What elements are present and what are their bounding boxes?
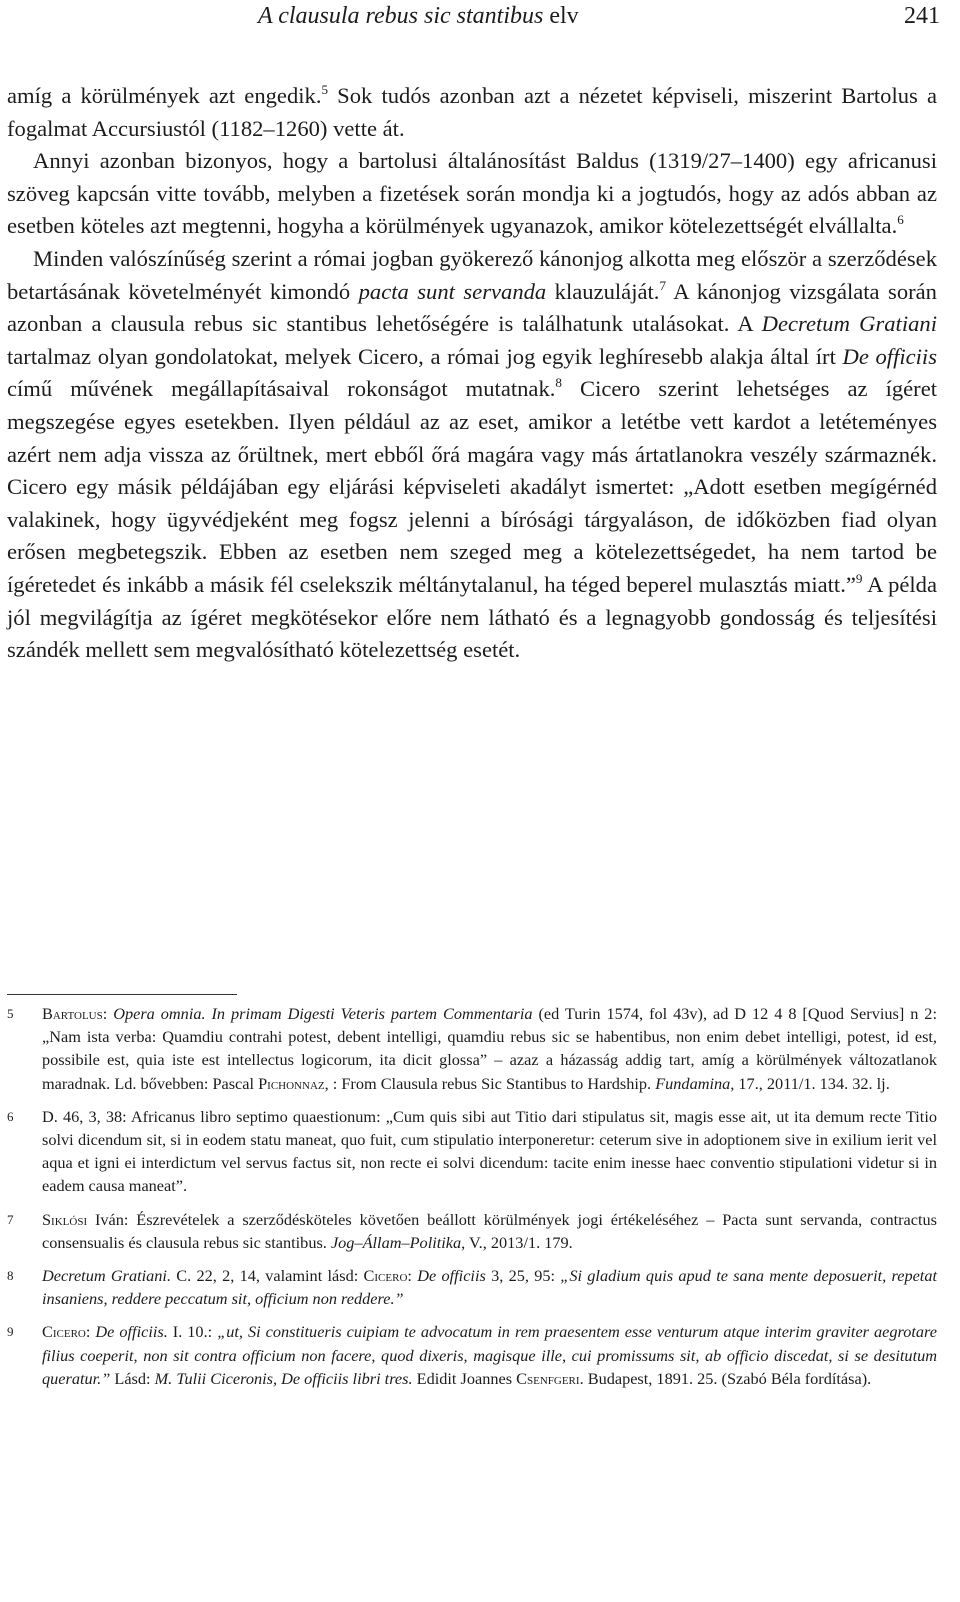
main-text — [7, 80, 937, 667]
p3-italic-decretum: Decretum Gratiani — [761, 311, 937, 337]
fn5-author2: Pichonnaz — [258, 1073, 325, 1093]
p3-text-g: A példa jól megvilágítja az ígéret megkötésekor előre nem látható és a legnagyobb gondosság és teljesítési szándék mellett sem megvalósítható kötelezettség esetét. — [7, 571, 937, 663]
footnote-separator — [7, 994, 237, 995]
footnote-number: 9 — [7, 1324, 14, 1340]
fn9-work: De officiis. — [95, 1322, 168, 1342]
footnote-number: 7 — [7, 1211, 14, 1227]
footnote-ref-7[interactable]: 7 — [659, 277, 666, 293]
fn8-text: C. 22, 2, 14, valamint lásd: — [171, 1266, 364, 1286]
fn9-book: M. Tulii Ciceronis, De officiis libri tres. — [154, 1368, 413, 1388]
footnote-ref-8[interactable]: 8 — [555, 375, 562, 391]
p3-text-e: című művének megállapításaival rokonságot mutatnak. — [7, 376, 556, 402]
fn9-editor: Csenfgeri — [516, 1368, 580, 1388]
fn5-author: Bartolus — [42, 1004, 103, 1023]
footnote-ref-9[interactable]: 9 — [855, 570, 863, 586]
running-title-suffix: elv — [543, 3, 579, 29]
paragraph-2 — [7, 145, 937, 243]
paragraph-1 — [7, 80, 937, 145]
p3-italic-pacta: pacta sunt servanda — [358, 278, 547, 304]
running-title-italic: A clausula rebus sic stantibus — [258, 3, 544, 29]
fn7-author: Siklósi — [42, 1209, 88, 1229]
fn5-text2: , : From Clausula rebus Sic Stantibus to Hardship. — [324, 1073, 656, 1093]
fn8-text2: 3, 25, 95: — [485, 1266, 561, 1286]
fn7-text: Iván: Észrevételek a szerződésköteles követően beállott körülmények jogi értékeléséhez – Pacta sunt servanda, contractus consensualis és clausula rebus sic stantibus. — [42, 1209, 937, 1252]
footnote-7 — [0, 1208, 937, 1254]
p1-text-a: amíg a körülmények azt engedik. — [7, 83, 322, 108]
p3-text-a: Minden valószínűség szerint a római jogban gyökerező kánonjog alkotta meg először a szerződések betartásának követelményét kimondó — [7, 245, 937, 304]
footnote-6 — [0, 1105, 937, 1198]
footnotes — [0, 1002, 937, 1400]
fn8-quote: „Si gladium quis apud te sana mente deposuerit, repetat insaniens, reddere peccatum sit, officium non reddere.” — [42, 1266, 937, 1309]
fn8-author: Cicero — [363, 1266, 408, 1286]
fn5-journal: Fundamina, — [655, 1073, 735, 1093]
fn6-text: D. 46, 3, 38: Africanus libro septimo quaestionum: „Cum quis sibi aut Titio dari stipulatus sit, magis esse ait, ut ita demum recte Titio solvi dicendum sit, si in eodem statu maneat, quo fuit, cum stipulatio interponeretur: ceterum sive in adoptionem sive in exilium ierit vel aqua et igni ei interdictum vel servus factus sit, non recte ei solvi dicendum: tacite enim inesse haec conventio stipulationi videtur si in eadem causa maneat”. — [42, 1106, 937, 1196]
footnote-ref-6[interactable]: 6 — [897, 212, 904, 228]
fn9-colon: : — [85, 1322, 96, 1342]
fn9-quote: „ut, Si constitueris cuipiam te advocatum in rem praesentem esse venturum atque interim graviter aegrotare filius coeperit, non sit contra officium non facere, quod dixeris, magisque ille, cui promissums sit, ab officio discedat, si se desitutum queratur.” — [42, 1322, 938, 1388]
paragraph-3 — [7, 243, 937, 667]
fn9-author: Cicero — [42, 1322, 86, 1342]
footnote-number: 8 — [7, 1268, 14, 1284]
page-number: 241 — [904, 3, 940, 29]
fn5-title: Opera omnia. In primam Digesti Veteris partem Commentaria — [113, 1004, 533, 1023]
fn7-text2: , V., 2013/1. 179. — [461, 1232, 573, 1252]
fn8-colon: : — [407, 1266, 418, 1286]
fn9-text2: Lásd: — [110, 1368, 155, 1388]
footnote-8 — [0, 1264, 937, 1310]
p3-text-b: klauzuláját. — [546, 278, 660, 304]
p3-italic-de-officiis: De officiis — [842, 343, 937, 369]
fn7-journal: Jog–Állam–Politika — [330, 1232, 462, 1252]
p3-text-d: tartalmaz olyan gondolatokat, melyek Cicero, a római jog egyik leghíresebb alakja által írt — [7, 343, 843, 369]
running-title — [258, 3, 579, 30]
fn8-title: Decretum Gratiani. — [42, 1266, 172, 1286]
fn9-text4: . Budapest, 1891. 25. (Szabó Béla fordítása). — [579, 1368, 872, 1388]
fn5-colon: : — [102, 1004, 114, 1023]
running-header — [0, 0, 960, 42]
p3-text-f: Cicero szerint lehetséges az ígéret megszegése egyes esetekben. Ilyen például az az eset, amikor a letétbe vett kardot a letéteményes azért nem adja vissza az őrültnek, mert ebből őrá magára vagy más ártatlanokra veszély származnék. Cicero egy másik példájában egy eljárási képviseleti akadályt ismertet: „Adott esetben megígérnéd valakinek, hogy ügyvédjeként meg fogsz jelenni a bírósági tárgyaláson, de időközben fiad olyan erősen megbetegszik. Ebben az esetben nem szeged meg a kötelezettségedet, ha nem tartod be ígéretedet és inkább a másik fél cselekszik méltánytalanul, ha téged beperel mulasztás miatt.” — [7, 376, 937, 597]
p1-text-b: Sok tudós azonban azt a nézetet képviseli, miszerint Bartolus a fogalmat Accursiustól (1182–1260) vette át. — [7, 83, 938, 141]
footnote-5 — [0, 1002, 937, 1095]
fn5-text3: 17., 2011/1. 134. 32. lj. — [734, 1073, 890, 1093]
fn9-text: I. 10.: — [167, 1322, 218, 1342]
fn8-work: De officiis — [417, 1266, 486, 1286]
footnote-number: 5 — [7, 1006, 14, 1021]
p2-text: Annyi azonban bizonyos, hogy a bartolusi általánosítást Baldus (1319/27–1400) egy africanusi szöveg kapcsán vitte tovább, melyben a fizetések során mondja ki a jogtudós, hogy az adós abban az esetben köteles azt megtenni, hogyha a körülmények ugyanazok, amikor kötelezettségét elvállalta. — [7, 148, 937, 239]
footnote-ref-5[interactable]: 5 — [321, 81, 329, 97]
footnote-number: 6 — [7, 1108, 14, 1124]
fn5-text: (ed Turin 1574, fol 43v), ad D 12 4 8 [Quod Servius] n 2: „Nam ista verba: Quamdiu contrahi potest, debent intelligi, quamdiu rebus sic se habentibus, non enim debet intelligi, potest, id est, possibile est, quia iste est intellectus logicorum, ita dicit glossa” – azaz a házasság addig tart, amíg a körülmények változatlanok maradnak. Ld. bővebben: Pascal — [42, 1004, 937, 1093]
fn9-text3: Edidit Joannes — [412, 1368, 517, 1388]
footnote-9 — [0, 1320, 937, 1390]
p3-text-c: A kánonjog vizsgálata során azonban a clausula rebus sic stantibus lehetőségére is találhatunk utalásokat. A — [7, 278, 937, 337]
